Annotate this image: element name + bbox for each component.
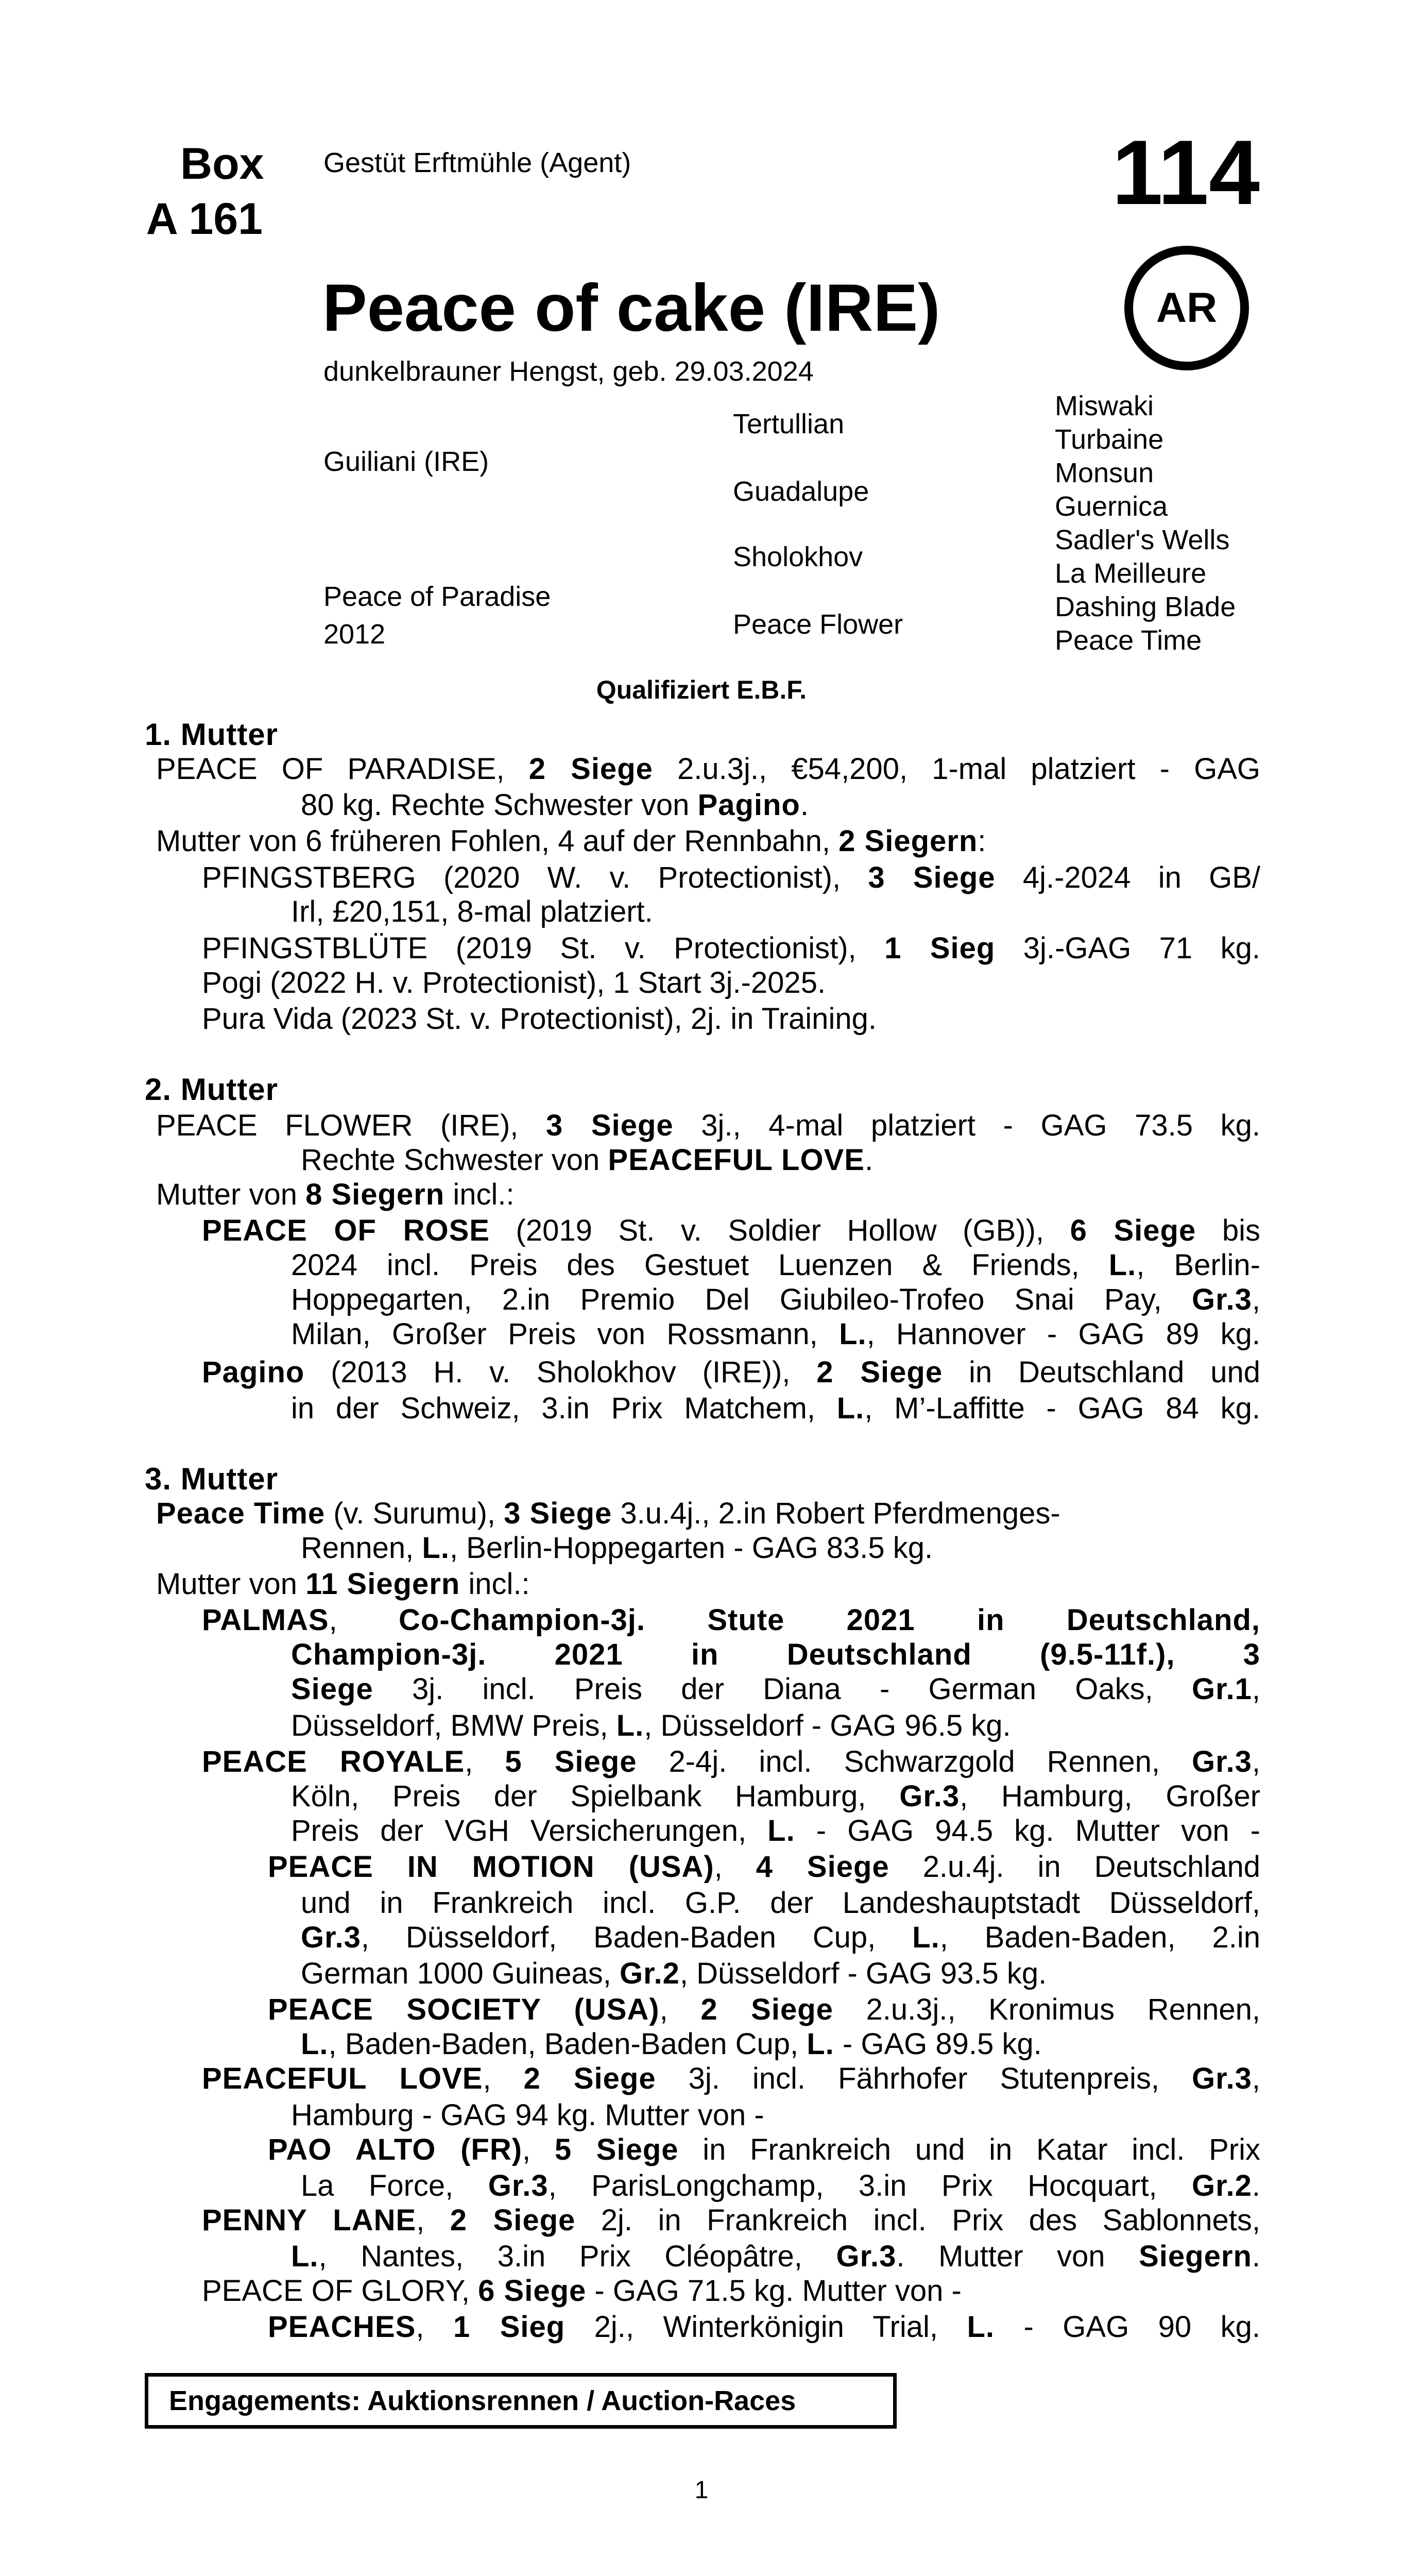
text: 3j.-GAG 71 kg. <box>995 931 1260 965</box>
text: - GAG 90 kg. <box>995 2310 1260 2344</box>
pedigree-grandparent: Sholokhov <box>733 541 863 572</box>
bold-text: Gr.2 <box>620 1957 680 1990</box>
bold-text: 4 Siege <box>756 1850 889 1884</box>
bold-text: Gr.3 <box>1192 1283 1252 1316</box>
text: , <box>329 1603 399 1637</box>
pedigree-grandparent: Tertullian <box>733 409 845 439</box>
section-heading <box>145 717 278 753</box>
text: , <box>1252 1672 1260 1706</box>
text: 2j., Winterkönigin Trial, <box>565 2310 967 2344</box>
text-line <box>291 894 653 930</box>
text: . <box>864 1143 874 1177</box>
bold-text: PAO ALTO (FR) <box>268 2133 523 2166</box>
text: 2-4j. incl. Schwarzgold Rennen, <box>637 1745 1192 1778</box>
text: . <box>1252 2240 1260 2273</box>
bold-text: 2. Mutter <box>145 1072 279 1107</box>
text: , <box>1252 1745 1260 1778</box>
pedigree-great-grandparent: Dashing Blade <box>1055 591 1236 622</box>
bold-text: PEACE IN MOTION (USA) <box>268 1850 714 1884</box>
text-line <box>291 1708 1011 1744</box>
text: German 1000 Guineas, <box>301 1957 620 1990</box>
text-line <box>156 1177 515 1213</box>
text-line <box>301 1885 1260 1921</box>
text: : <box>978 824 986 858</box>
text-line <box>291 1391 1260 1427</box>
ar-badge: AR <box>1124 246 1249 370</box>
text-line <box>291 1671 1260 1707</box>
text: in der Schweiz, 3.in Prix Matchem, <box>291 1392 837 1425</box>
text-line <box>291 1247 1260 1283</box>
text-line <box>202 1744 1260 1780</box>
text: incl.: <box>460 1567 530 1601</box>
text: , Hamburg, Großer <box>960 1780 1261 1813</box>
text: 3j., 4-mal platziert - GAG 73.5 kg. <box>673 1109 1260 1142</box>
bold-text: Gr.1 <box>1192 1672 1252 1706</box>
text-line <box>268 1849 1260 1885</box>
text-line <box>202 2202 1260 2239</box>
text: Hamburg - GAG 94 kg. Mutter von - <box>291 2098 764 2132</box>
text: 3.u.4j., 2.in Robert Pferdmenges- <box>612 1497 1060 1530</box>
bold-text: Gr.3 <box>899 1780 960 1813</box>
text-line <box>202 965 826 1001</box>
text: 2.u.3j., Kronimus Rennen, <box>833 1993 1260 2026</box>
text: , Baden-Baden, 2.in <box>939 1921 1260 1954</box>
text: 2.u.4j. in Deutschland <box>889 1850 1260 1884</box>
text: 3j. incl. Preis der Diana - German Oaks, <box>373 1672 1192 1706</box>
bold-text: PEACEFUL LOVE <box>202 2062 483 2095</box>
text-line <box>156 751 1260 787</box>
text: , Düsseldorf, Baden-Baden Cup, <box>361 1921 913 1954</box>
text: , <box>1252 1283 1260 1316</box>
bold-text: L. <box>616 1709 644 1742</box>
bold-text: 2 Siege <box>528 752 653 786</box>
text: La Force, <box>301 2169 488 2202</box>
bold-text: L. <box>422 1531 450 1565</box>
text: , <box>483 2062 524 2095</box>
pedigree-great-grandparent: Peace Time <box>1055 625 1202 656</box>
section-heading <box>145 1072 278 1108</box>
text: Mutter von <box>156 1567 306 1601</box>
text: Milan, Großer Preis von Rossmann, <box>291 1317 840 1351</box>
text: , M’-Laffitte - GAG 84 kg. <box>864 1392 1260 1425</box>
text-line <box>156 823 986 859</box>
text-line <box>156 1496 1060 1532</box>
bold-text: Co-Champion-3j. Stute 2021 in Deutschland, <box>399 1603 1261 1637</box>
bold-text: PEACHES <box>268 2310 416 2344</box>
bold-text: 11 Siegern <box>305 1567 460 1601</box>
text-line <box>202 1001 877 1037</box>
text: , Berlin- <box>1136 1248 1261 1282</box>
text: PEACE FLOWER (IRE), <box>156 1109 546 1142</box>
bold-text: 2 Siege <box>816 1355 943 1389</box>
text: , Düsseldorf - GAG 93.5 kg. <box>679 1957 1047 1990</box>
bold-text: 1. Mutter <box>145 717 279 752</box>
text: Pogi (2022 H. v. Protectionist), 1 Start 3j.-2025. <box>202 966 826 999</box>
bold-text: Gr.3 <box>836 2240 897 2273</box>
bold-text: PENNY LANE <box>202 2204 417 2237</box>
bold-text: PEACEFUL LOVE <box>608 1143 865 1177</box>
bold-text: PEACE OF ROSE <box>202 1214 490 1247</box>
bold-text: 1 Sieg <box>453 2310 566 2344</box>
bold-text: L. <box>807 2027 834 2061</box>
text-line <box>202 1213 1260 1249</box>
pedigree-great-grandparent: Guernica <box>1055 491 1168 522</box>
engagements-box <box>145 2373 897 2429</box>
bold-text: L. <box>291 2240 319 2273</box>
text: Köln, Preis der Spielbank Hamburg, <box>291 1780 900 1813</box>
consignor: Gestüt Erftmühle (Agent) <box>323 147 631 178</box>
text-line <box>202 2061 1260 2097</box>
text: Irl, £20,151, 8-mal platziert. <box>291 895 653 928</box>
pedigree-great-grandparent: Miswaki <box>1055 391 1154 421</box>
text-line <box>202 1602 1260 1638</box>
bold-text: 8 Siegern <box>305 1178 445 1211</box>
bold-text: 2 Siege <box>700 1993 833 2026</box>
bold-text: L. <box>767 1814 795 1848</box>
text: , Hannover - GAG 89 kg. <box>866 1317 1260 1351</box>
text: PEACE OF PARADISE, <box>156 752 529 786</box>
text: (v. Surumu), <box>325 1497 504 1530</box>
bold-text: PEACE SOCIETY (USA) <box>268 1993 660 2026</box>
text: 2j. in Frankreich incl. Prix des Sablonnets, <box>575 2204 1260 2237</box>
bold-text: Gr.2 <box>1192 2169 1252 2202</box>
pedigree-great-grandparent: Sadler's Wells <box>1055 524 1230 555</box>
text: , <box>714 1850 756 1884</box>
text-line <box>268 2132 1260 2168</box>
pedigree-sire: Guiliani (IRE) <box>323 446 489 477</box>
text-line <box>156 1108 1260 1144</box>
text: - GAG 89.5 kg. <box>834 2027 1042 2061</box>
text: Düsseldorf, BMW Preis, <box>291 1709 617 1742</box>
text: , <box>1252 2062 1260 2095</box>
horse-description: dunkelbrauner Hengst, geb. 29.03.2024 <box>323 356 814 387</box>
text-line <box>301 2168 1260 2204</box>
text-line <box>291 1778 1260 1815</box>
bold-text: Siegern <box>1139 2240 1252 2273</box>
text: (2019 St. v. Soldier Hollow (GB)), <box>489 1214 1070 1247</box>
text: Rennen, <box>301 1531 422 1565</box>
text-line <box>202 1354 1260 1391</box>
text-line <box>268 2309 1260 2345</box>
bold-text: PALMAS <box>202 1603 329 1637</box>
bold-text: L. <box>301 2027 329 2061</box>
box-label: Box <box>180 139 264 189</box>
bold-text: Peace Time <box>156 1497 326 1530</box>
text: , <box>659 1993 701 2026</box>
box-number: A 161 <box>146 194 263 244</box>
text: Mutter von <box>156 1178 306 1211</box>
text: bis <box>1196 1214 1260 1247</box>
text: in Deutschland und <box>943 1355 1260 1389</box>
text: 4j.-2024 in GB/ <box>995 861 1260 894</box>
pedigree-grandparent: Peace Flower <box>733 609 903 640</box>
bold-text: 2 Siegern <box>838 824 978 858</box>
text: 2.u.3j., €54,200, 1-mal platziert - GAG <box>653 752 1260 786</box>
bold-text: Pagino <box>697 788 800 822</box>
text: , ParisLongchamp, 3.in Prix Hocquart, <box>548 2169 1192 2202</box>
text: 3j. incl. Fährhofer Stutenpreis, <box>656 2062 1192 2095</box>
text: Pura Vida (2023 St. v. Protectionist), 2j. in Training. <box>202 1002 877 1036</box>
text-line <box>202 2273 962 2309</box>
text: 80 kg. Rechte Schwester von <box>301 788 698 822</box>
bold-text: Gr.3 <box>1192 1745 1252 1778</box>
bold-text: 6 Siege <box>478 2274 587 2308</box>
text-line <box>301 787 809 823</box>
text: . <box>1252 2169 1260 2202</box>
bold-text: L. <box>967 2310 995 2344</box>
bold-text: 6 Siege <box>1070 1214 1196 1247</box>
text: , Nantes, 3.in Prix Cléopâtre, <box>318 2240 836 2273</box>
text: , <box>465 1745 505 1778</box>
text: . Mutter von <box>896 2240 1139 2273</box>
text: , <box>416 2204 450 2237</box>
text-line <box>291 1637 1260 1673</box>
bold-text: L. <box>836 1392 865 1425</box>
text: in Frankreich und in Katar incl. Prix <box>678 2133 1260 2166</box>
page-number: 1 <box>694 2477 709 2504</box>
bold-text: 2 Siege <box>450 2204 576 2237</box>
text: , <box>416 2310 453 2344</box>
bold-text: Pagino <box>202 1355 305 1389</box>
text-line <box>156 1566 530 1602</box>
bold-text: Gr.3 <box>488 2169 549 2202</box>
text-line <box>291 1282 1260 1318</box>
text-line <box>301 1530 933 1566</box>
bold-text: 5 Siege <box>554 2133 679 2166</box>
text: 2024 incl. Preis des Gestuet Luenzen & Friends, <box>291 1248 1109 1282</box>
bold-text: Siege <box>291 1672 373 1706</box>
text: Rechte Schwester von <box>301 1143 608 1177</box>
text: und in Frankreich incl. G.P. der Landeshauptstadt Düsseldorf, <box>301 1886 1260 1920</box>
engagements-label: Engagements: Auktionsrennen / Auction-Races <box>169 2385 796 2416</box>
bold-text: 2 Siege <box>523 2062 656 2095</box>
lot-number: 114 <box>1111 121 1260 224</box>
text: Mutter von 6 früheren Fohlen, 4 auf der Rennbahn, <box>156 824 839 858</box>
section-heading <box>145 1461 278 1497</box>
pedigree-grandparent: Guadalupe <box>733 476 869 507</box>
bold-text: Gr.3 <box>301 1921 361 1954</box>
text-line <box>268 1992 1260 2028</box>
text: , Berlin-Hoppegarten - GAG 83.5 kg. <box>449 1531 933 1565</box>
pedigree-dam: Peace of Paradise <box>323 581 551 612</box>
text: Preis der VGH Versicherungen, <box>291 1814 768 1848</box>
bold-text: L. <box>912 1921 940 1954</box>
bold-text: Champion-3j. 2021 in Deutschland (9.5-11f.), 3 <box>291 1638 1260 1671</box>
text-line <box>291 2097 764 2133</box>
bold-text: PEACE ROYALE <box>202 1745 465 1778</box>
bold-text: L. <box>1108 1248 1137 1282</box>
pedigree-dam-year: 2012 <box>323 619 386 650</box>
text: , Düsseldorf - GAG 96.5 kg. <box>644 1709 1011 1742</box>
text-line <box>291 2239 1260 2275</box>
text-line <box>301 1142 873 1178</box>
text: (2013 H. v. Sholokhov (IRE)), <box>304 1355 817 1389</box>
bold-text: 3 Siege <box>868 861 996 894</box>
bold-text: 3 Siege <box>504 1497 612 1530</box>
text: - GAG 71.5 kg. Mutter von - <box>586 2274 962 2308</box>
text: . <box>800 788 809 822</box>
text-line <box>301 1920 1260 1956</box>
text: incl.: <box>444 1178 515 1211</box>
text-line <box>301 2026 1042 2062</box>
bold-text: 3 Siege <box>546 1109 674 1142</box>
text: PEACE OF GLORY, <box>202 2274 478 2308</box>
text: , Baden-Baden, Baden-Baden Cup, <box>328 2027 807 2061</box>
text-line <box>291 1316 1260 1352</box>
bold-text: L. <box>839 1317 867 1351</box>
horse-name: Peace of cake (IRE) <box>322 270 940 345</box>
text: - GAG 94.5 kg. Mutter von - <box>795 1814 1260 1848</box>
text: PFINGSTBLÜTE (2019 St. v. Protectionist), <box>202 931 885 965</box>
text-line <box>202 860 1260 896</box>
pedigree-great-grandparent: Monsun <box>1055 457 1154 488</box>
bold-text: Gr.3 <box>1192 2062 1252 2095</box>
text: Hoppegarten, 2.in Premio Del Giubileo-Trofeo Snai Pay, <box>291 1283 1192 1316</box>
qualification: Qualifiziert E.B.F. <box>596 675 807 704</box>
pedigree-great-grandparent: La Meilleure <box>1055 558 1207 589</box>
pedigree-great-grandparent: Turbaine <box>1055 424 1164 455</box>
bold-text: 1 Sieg <box>884 931 996 965</box>
text-line <box>291 1813 1260 1849</box>
text-line <box>301 1956 1047 1992</box>
text-line <box>202 930 1260 967</box>
text: , <box>522 2133 555 2166</box>
bold-text: 3. Mutter <box>145 1462 279 1496</box>
text: PFINGSTBERG (2020 W. v. Protectionist), <box>202 861 868 894</box>
bold-text: 5 Siege <box>505 1745 637 1778</box>
